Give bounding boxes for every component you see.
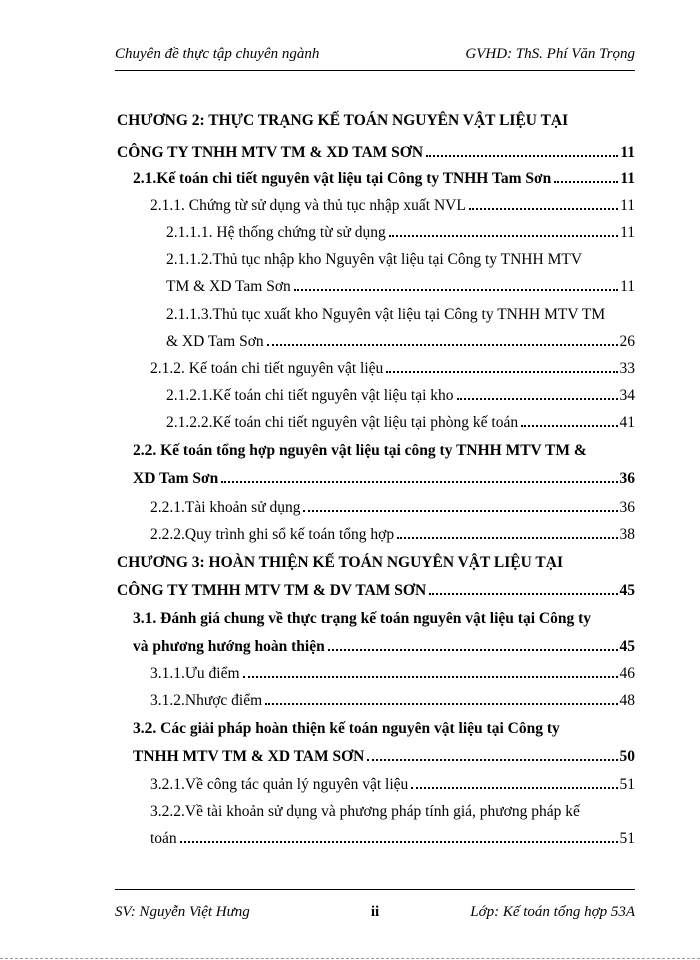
toc-entry-page: 11 (618, 193, 635, 219)
toc-entry-text: CHƯƠNG 3: HOÀN THIỆN KẾ TOÁN NGUYÊN VẬT LIỆU TẠI (117, 554, 563, 571)
toc-entry-page: 45 (618, 634, 636, 660)
toc-entry-text: CHƯƠNG 2: THỰC TRẠNG KẾ TOÁN NGUYÊN VẬT LIỆU TẠI (117, 112, 569, 129)
leader-dots (386, 371, 617, 373)
page-edge (0, 958, 700, 959)
toc-entry-text: & XD Tam Sơn (166, 329, 267, 355)
toc-entry-text: 2.2.2.Quy trình ghi sổ kế toán tổng hợp (150, 522, 397, 548)
leader-dots (554, 181, 618, 183)
toc-entry[interactable] (166, 302, 635, 328)
page-header (115, 46, 635, 71)
toc-entry[interactable] (150, 661, 635, 687)
toc-entry-text: TM & XD Tam Sơn (166, 274, 294, 300)
toc-entry-page: 46 (618, 661, 636, 687)
toc-entry-page: 34 (618, 383, 636, 409)
toc-entry[interactable] (166, 247, 635, 273)
toc-entry[interactable] (166, 329, 635, 355)
toc-entry-page: 38 (618, 522, 636, 548)
toc-entry-text: 3.2.2.Về tài khoản sử dụng và phương pháp tính giá, phương pháp kế (150, 803, 580, 820)
toc-entry[interactable] (166, 383, 635, 409)
toc-entry-text: 2.1.1.1. Hệ thống chứng từ sử dụng (166, 220, 389, 246)
toc-entry-text: 3.2.1.Về công tác quản lý nguyên vật liệu (150, 772, 411, 798)
toc-entry[interactable] (133, 634, 635, 660)
toc-entry-page: 45 (618, 578, 636, 604)
page-footer (115, 889, 635, 934)
toc-entry-page: 26 (618, 329, 636, 355)
toc-entry-text: 3.1. Đánh giá chung về thực trạng kế toán nguyên vật liệu tại Công ty (133, 610, 591, 627)
page-number: ii (370, 904, 380, 920)
toc-entry-text: 3.2. Các giải pháp hoàn thiện kế toán nguyên vật liệu tại Công ty (133, 720, 560, 737)
toc-entry-text: 2.2.1.Tài khoản sử dụng (150, 495, 303, 521)
toc-entry[interactable] (150, 772, 635, 798)
toc-entry[interactable] (150, 522, 635, 548)
toc-entry-page: 11 (618, 274, 635, 300)
toc-entry-page: 33 (618, 356, 636, 382)
leader-dots (243, 676, 618, 678)
leader-dots (521, 425, 617, 427)
toc-entry[interactable] (133, 166, 635, 192)
footer-class: Lớp: Kế toán tổng hợp 53A (470, 904, 635, 920)
footer-student: SV: Nguyễn Việt Hưng (115, 904, 250, 920)
leader-dots (426, 155, 618, 157)
header-right: GVHD: ThS. Phí Văn Trọng (465, 46, 635, 62)
toc-entry[interactable] (150, 688, 635, 714)
toc-entry-text: 2.1.2.2.Kế toán chi tiết nguyên vật liệu tại phòng kế toán (166, 410, 521, 436)
toc-entry-text: 2.1.2. Kế toán chi tiết nguyên vật liệu (150, 356, 386, 382)
leader-dots (429, 593, 617, 595)
toc-entry-text: 3.1.2.Nhược điểm (150, 688, 265, 714)
toc-entry-page: 36 (618, 495, 636, 521)
toc-entry-text: TNHH MTV TM & XD TAM SƠN (133, 744, 367, 770)
toc-entry-page: 50 (618, 744, 636, 770)
toc-entry-text: 2.1.1.2.Thủ tục nhập kho Nguyên vật liệu tại Công ty TNHH MTV (166, 251, 583, 268)
toc-entry-page: 11 (618, 220, 635, 246)
toc-entry[interactable] (166, 410, 635, 436)
toc-entry[interactable] (150, 495, 635, 521)
toc-entry[interactable] (150, 826, 635, 852)
toc-entry-text: và phương hướng hoàn thiện (133, 634, 328, 660)
toc-entry[interactable] (117, 550, 635, 576)
leader-dots (294, 289, 618, 291)
leader-dots (303, 510, 617, 512)
toc-entry-page: 48 (618, 688, 636, 714)
leader-dots (221, 481, 617, 483)
toc-entry[interactable] (133, 466, 635, 492)
leader-dots (457, 398, 618, 400)
toc-entry[interactable] (133, 744, 635, 770)
toc-entry-text: 2.1.Kế toán chi tiết nguyên vật liệu tại Công ty TNHH Tam Sơn (133, 166, 554, 192)
toc-entry-page: 11 (618, 166, 635, 192)
leader-dots (411, 787, 617, 789)
toc-entry-text: 2.2. Kế toán tổng hợp nguyên vật liệu tại công ty TNHH MTV TM & (133, 442, 587, 459)
toc-entry-page: 51 (618, 772, 636, 798)
toc-entry-text: XD Tam Sơn (133, 466, 221, 492)
toc-entry[interactable] (150, 193, 635, 219)
toc-entry[interactable] (117, 578, 635, 604)
toc-entry[interactable] (117, 108, 635, 134)
leader-dots (469, 208, 618, 210)
toc-entry-text: CÔNG TY TMHH MTV TM & DV TAM SƠN (117, 578, 429, 604)
leader-dots (267, 344, 618, 346)
leader-dots (328, 649, 618, 651)
toc-entry-text: 2.1.1. Chứng từ sử dụng và thủ tục nhập xuất NVL (150, 193, 469, 219)
leader-dots (397, 537, 617, 539)
toc-entry-text: 2.1.2.1.Kế toán chi tiết nguyên vật liệu tại kho (166, 383, 457, 409)
toc-entry-page: 36 (618, 466, 636, 492)
toc-entry-page: 41 (618, 410, 636, 436)
toc-entry[interactable] (133, 716, 635, 742)
toc-entry-text: toán (150, 826, 180, 852)
toc-entry[interactable] (133, 606, 635, 632)
toc-entry[interactable] (117, 140, 635, 166)
toc-entry-text: 2.1.1.3.Thủ tục xuất kho Nguyên vật liệu tại Công ty TNHH MTV TM (166, 306, 606, 323)
toc-entry[interactable] (166, 220, 635, 246)
toc-entry[interactable] (150, 799, 635, 825)
header-left: Chuyên đề thực tập chuyên ngành (115, 46, 320, 62)
leader-dots (367, 759, 617, 761)
leader-dots (180, 841, 618, 843)
toc-entry-page: 11 (618, 140, 635, 166)
leader-dots (265, 703, 617, 705)
toc-entry[interactable] (166, 274, 635, 300)
toc-entry-text: CÔNG TY TNHH MTV TM & XD TAM SƠN (117, 140, 426, 166)
toc-entry[interactable] (150, 356, 635, 382)
toc-entry[interactable] (133, 438, 635, 464)
toc-entry-text: 3.1.1.Ưu điểm (150, 661, 243, 687)
leader-dots (389, 235, 618, 237)
toc-entry-page: 51 (618, 826, 636, 852)
